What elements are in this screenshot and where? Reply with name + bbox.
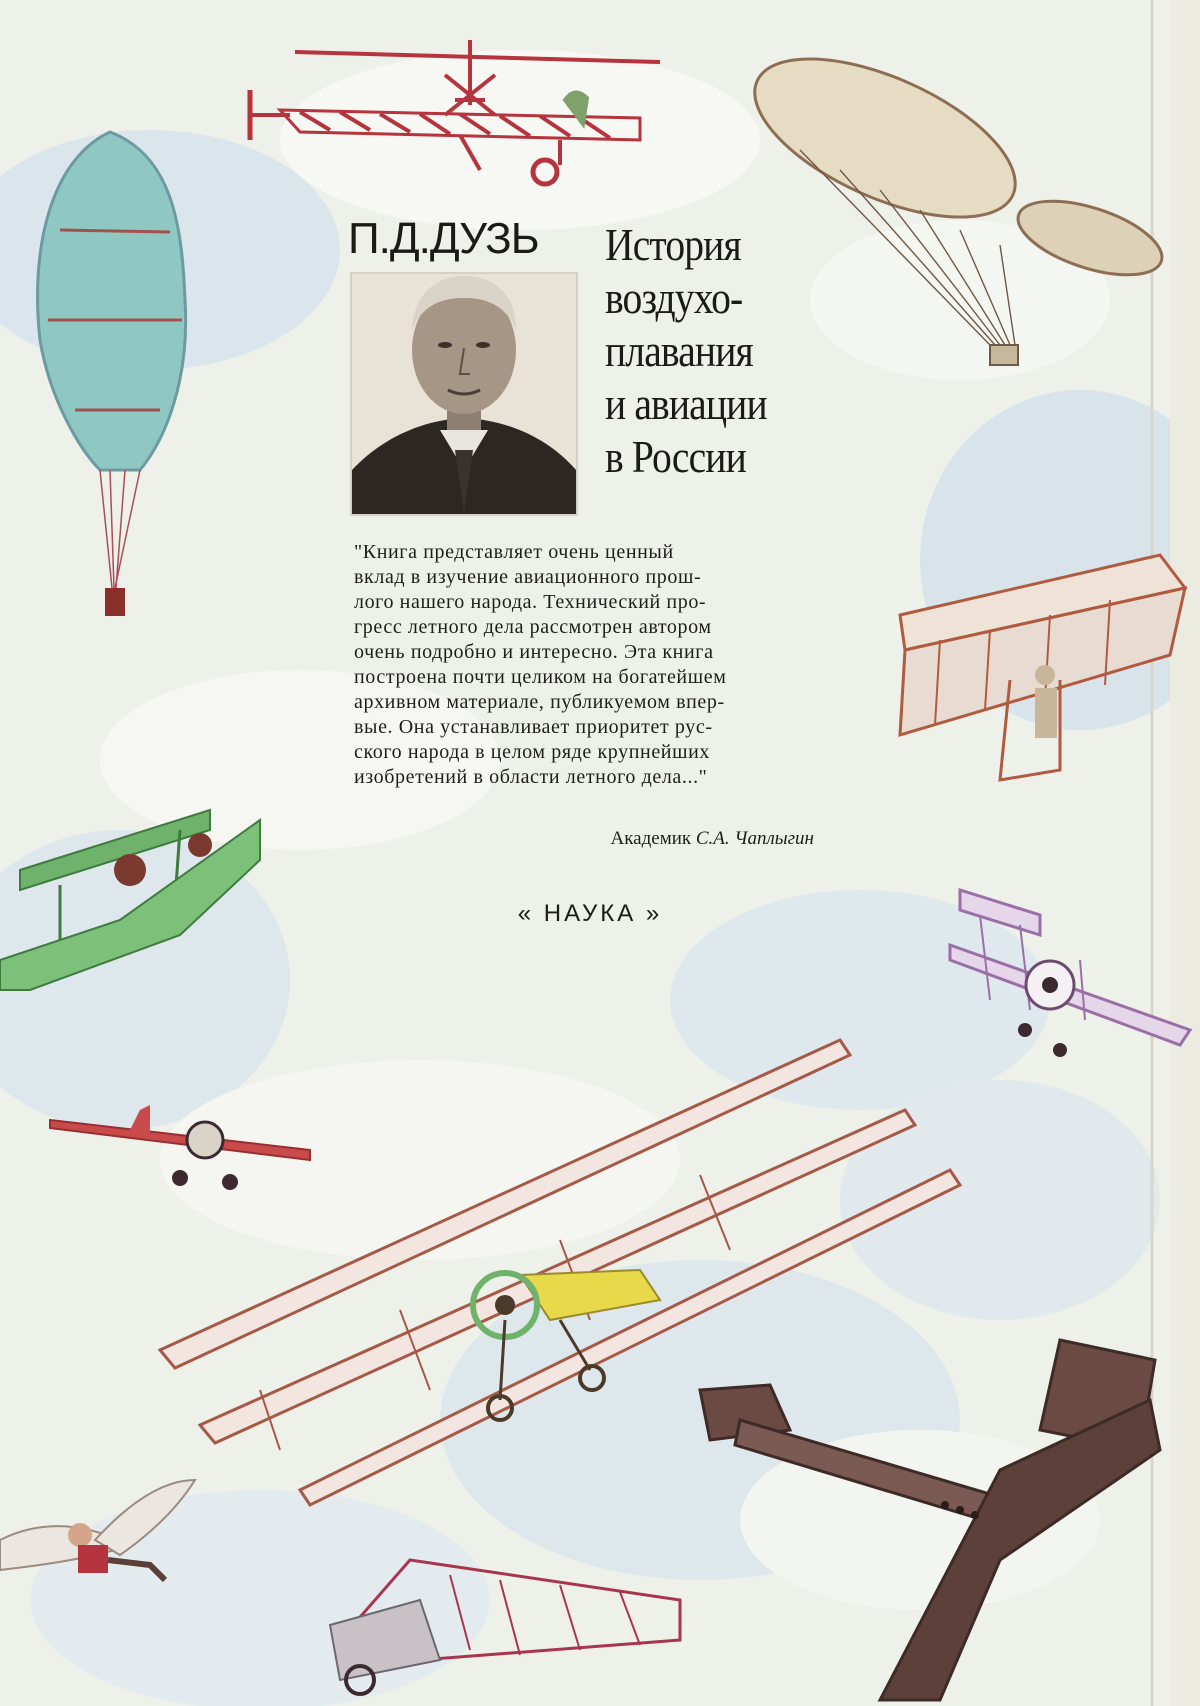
- attribution-title: Академик: [610, 828, 692, 849]
- quote-line: вклад в изучение авиационного прош-: [354, 566, 702, 588]
- publisher-name: « НАУКА »: [517, 900, 663, 927]
- quote-block: [354, 540, 816, 790]
- title-line: и авиации: [605, 378, 767, 429]
- quote-line: "Книга представляет очень ценный: [354, 541, 674, 563]
- title-line: плавания: [605, 325, 753, 376]
- title-line: воздухо-: [605, 272, 743, 323]
- quote-attribution: [370, 828, 814, 850]
- photo-frame: [350, 272, 578, 516]
- quote-line: вые. Она устанавливает приоритет рус-: [354, 716, 713, 738]
- quote-line: лого нашего народа. Технический про-: [354, 591, 707, 613]
- quote-line: гресс летного дела рассмотрен автором: [354, 616, 712, 638]
- book-title: [605, 218, 803, 483]
- author-name: П.Д.ДУЗЬ: [348, 214, 539, 263]
- quote-line: очень подробно и интересно. Эта книга: [354, 641, 714, 663]
- quote-line: построена почти целиком на богатейшем: [354, 666, 727, 688]
- quote-line: изобретений в области летного дела...": [354, 766, 708, 788]
- quote-line: архивном материале, публикуемом впер-: [354, 691, 725, 713]
- quote-line: ского народа в целом ряде крупнейших: [354, 741, 711, 763]
- attribution-name: С.А. Чаплыгин: [695, 828, 814, 849]
- title-line: в России: [605, 431, 746, 482]
- title-line: История: [605, 219, 741, 270]
